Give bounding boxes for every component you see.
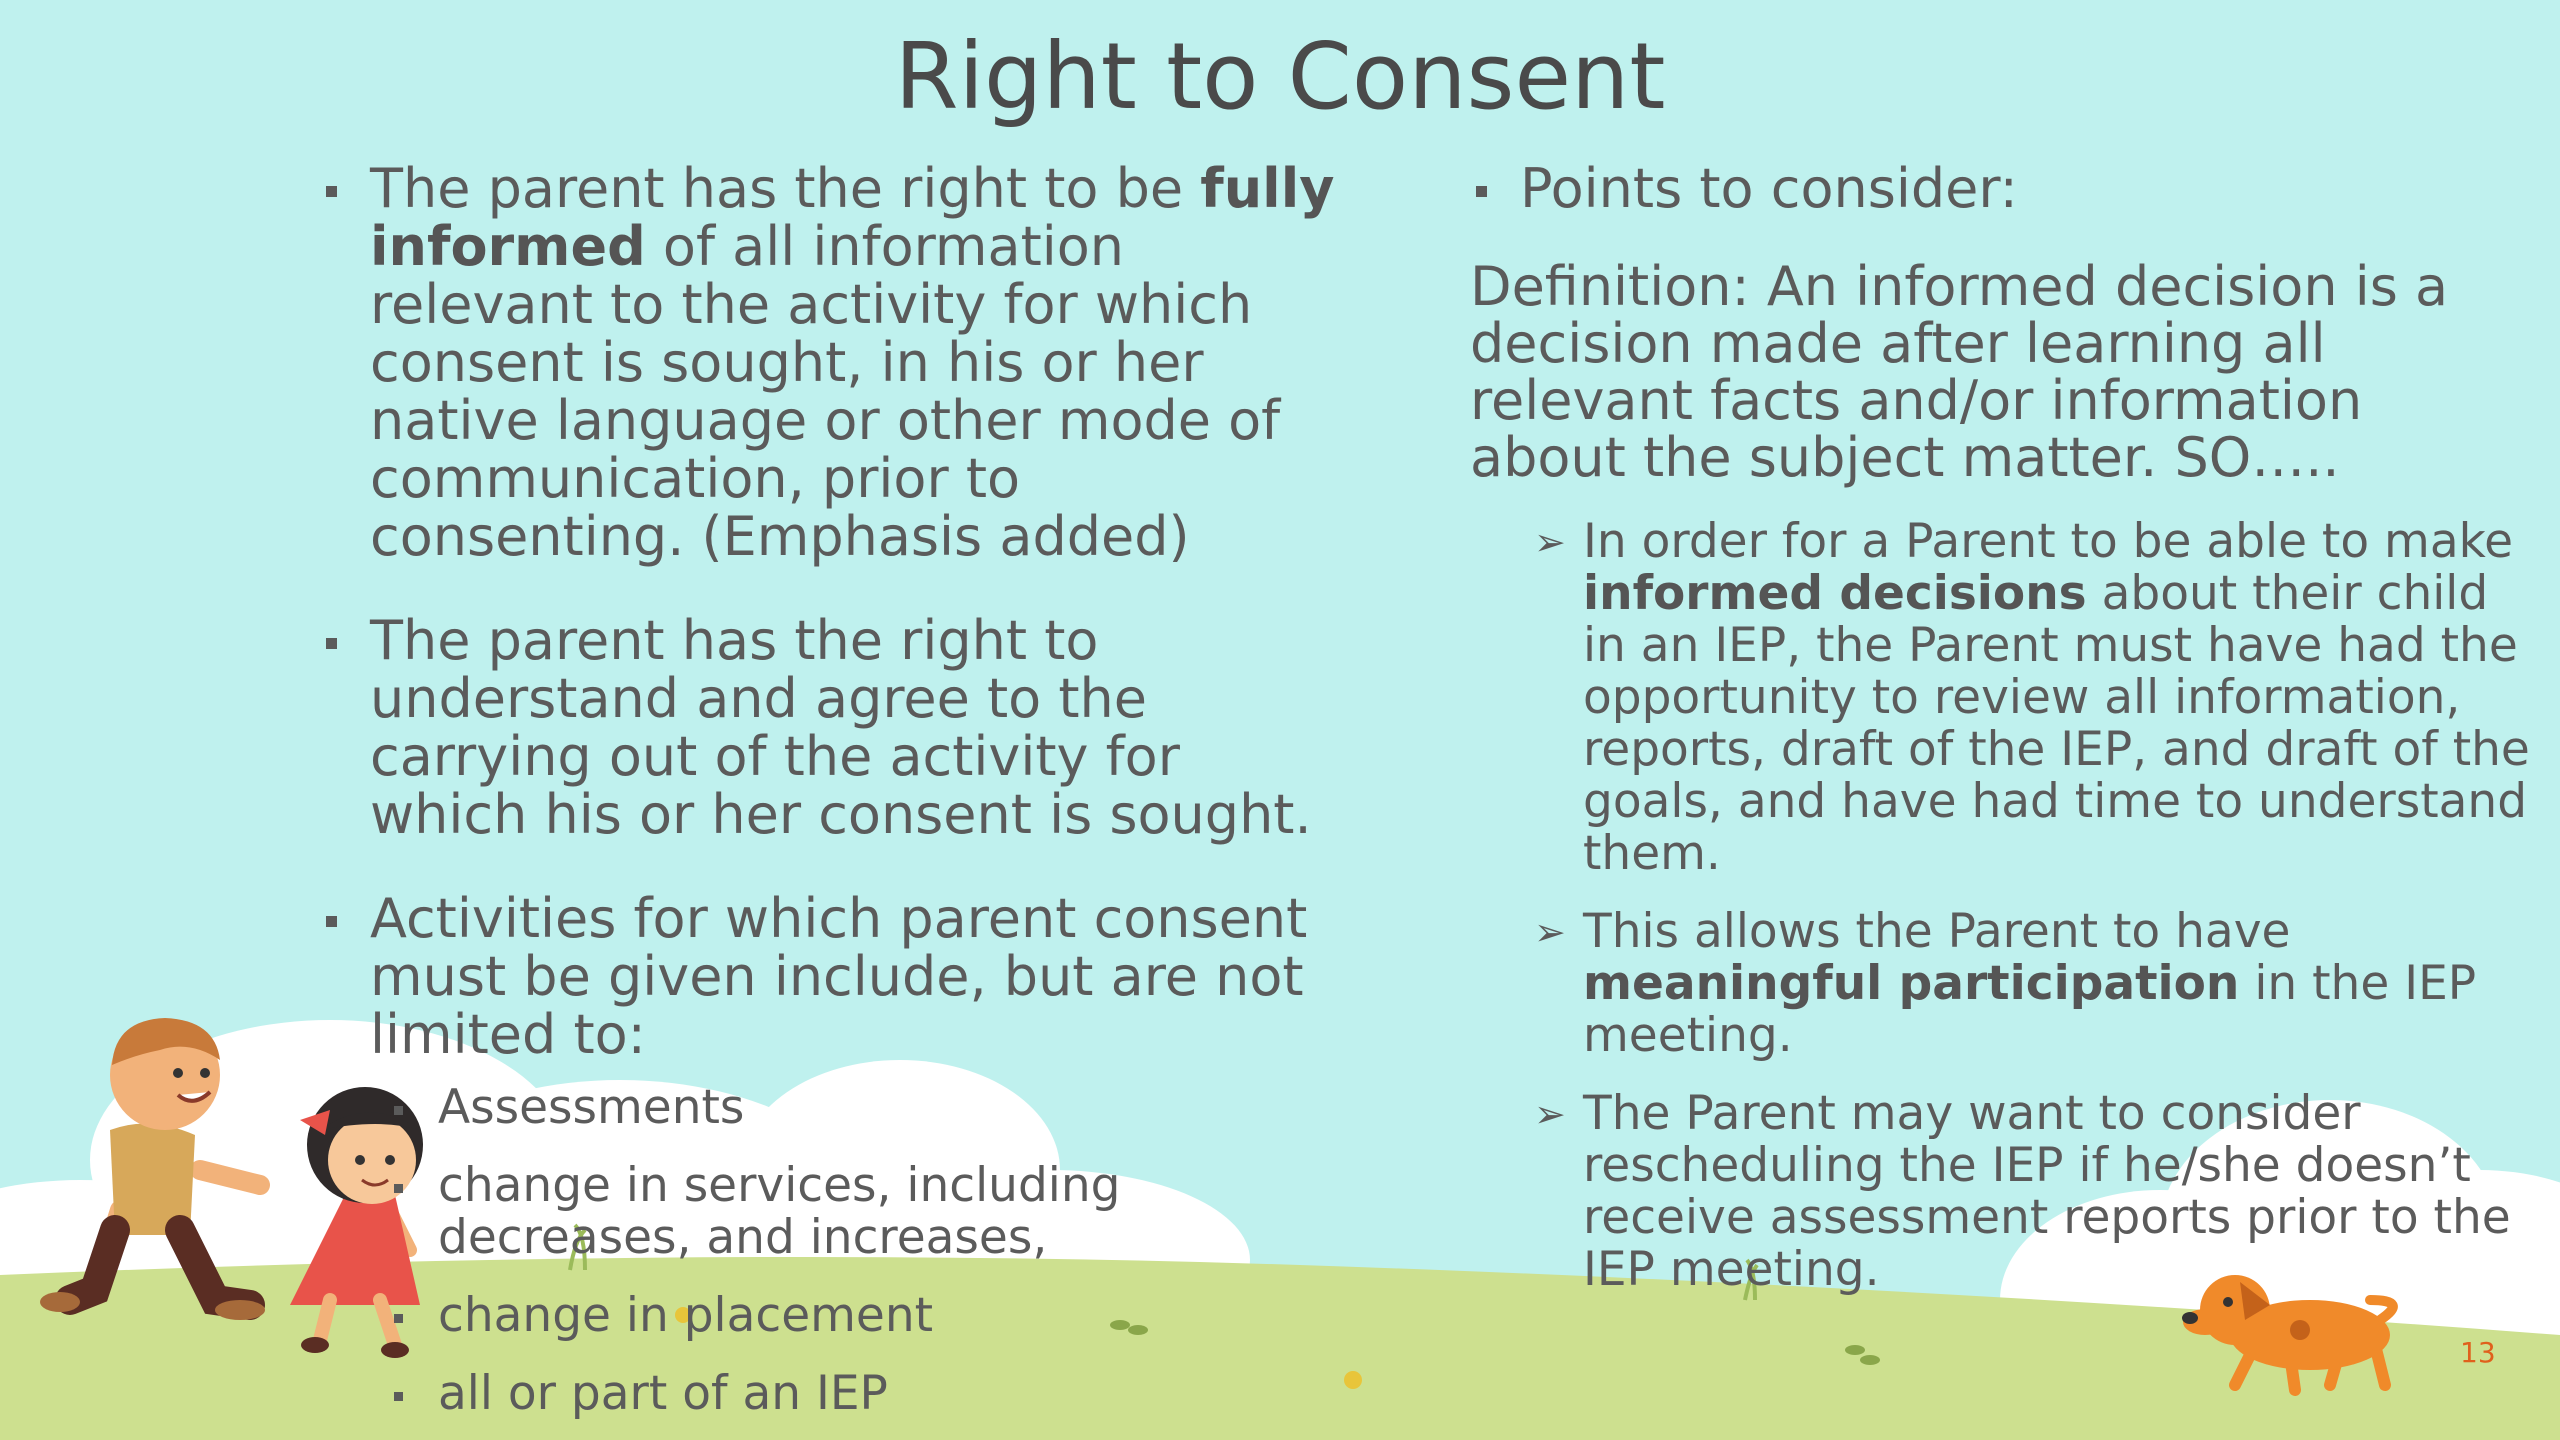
- arrow-item-meaningful-participation: [1470, 906, 2530, 1062]
- square-bullet-icon: [1476, 186, 1487, 197]
- slide-title: Right to Consent: [894, 23, 1666, 130]
- square-bullet-icon: [326, 916, 337, 927]
- bullet-points-to-consider: [1470, 157, 2530, 220]
- sub-item-text: all or part of an IEP: [438, 1366, 888, 1421]
- bullet-text: Points to consider:: [1520, 157, 2018, 220]
- bullet-activities: [320, 887, 1350, 1066]
- sub-item-assessments: [320, 1082, 1350, 1134]
- arrow-item-informed-decisions: [1470, 516, 2530, 880]
- square-bullet-icon: [394, 1314, 403, 1323]
- square-bullet-icon: [326, 638, 337, 649]
- square-bullet-icon: [394, 1392, 403, 1401]
- sub-item-text: Assessments: [438, 1080, 745, 1135]
- bullet-fully-informed: [320, 157, 1350, 568]
- arrow-item-emphasis: informed decisions: [1583, 566, 2087, 621]
- left-column: [320, 157, 1350, 1440]
- right-column: [1470, 157, 2530, 1322]
- sub-item-change-services: [320, 1160, 1350, 1264]
- bullet-text: Activities for which parent consent must be given include, but are not limited to:: [370, 887, 1308, 1066]
- arrow-bullet-icon: ➢: [1534, 520, 1566, 564]
- arrow-item-rescheduling: [1470, 1088, 2530, 1296]
- square-bullet-icon: [326, 186, 337, 197]
- bullet-text: The parent has the right to be: [370, 157, 1201, 220]
- bullet-understand-agree: [320, 609, 1350, 846]
- sub-item-change-placement: [320, 1290, 1350, 1342]
- arrow-item-text: In order for a Parent to be able to make: [1583, 514, 2514, 569]
- bullet-text: of all information relevant to the activity for which consent is sought, in his or her native language or other mode of communication, prior to consenting. (Emphasis added): [370, 215, 1281, 568]
- arrow-bullet-icon: ➢: [1534, 1092, 1566, 1136]
- bullet-text: The parent has the right to understand and agree to the carrying out of the activity for which his or her consent is sought.: [370, 609, 1312, 846]
- definition-paragraph: Definition: An informed decision is a decision made after learning all relevant facts and/or information about the subject matter. SO…..: [1470, 255, 2449, 489]
- slide-number: 13: [2460, 1336, 2496, 1369]
- square-bullet-icon: [394, 1184, 403, 1193]
- sub-item-text: change in placement: [438, 1288, 934, 1343]
- square-bullet-icon: [394, 1106, 403, 1115]
- arrow-item-text: in the IEP meeting.: [1583, 956, 2477, 1063]
- arrow-item-text: The Parent may want to consider rescheduling the IEP if he/she doesn’t receive assessment reports prior to the IEP meeting.: [1583, 1086, 2511, 1297]
- arrow-bullet-icon: ➢: [1534, 910, 1566, 954]
- arrow-item-text: This allows the Parent to have: [1583, 904, 2291, 959]
- arrow-item-emphasis: meaningful participation: [1583, 956, 2240, 1011]
- sub-item-iep: [320, 1368, 1350, 1420]
- sub-item-text: change in services, including decreases, and increases,: [438, 1158, 1121, 1265]
- bullet-emphasis: fully informed: [370, 157, 1335, 278]
- arrow-item-text: about their child in an IEP, the Parent must have had the opportunity to review all information, reports, draft of the IEP, and draft of the goals, and have had time to understand them.: [1583, 566, 2530, 881]
